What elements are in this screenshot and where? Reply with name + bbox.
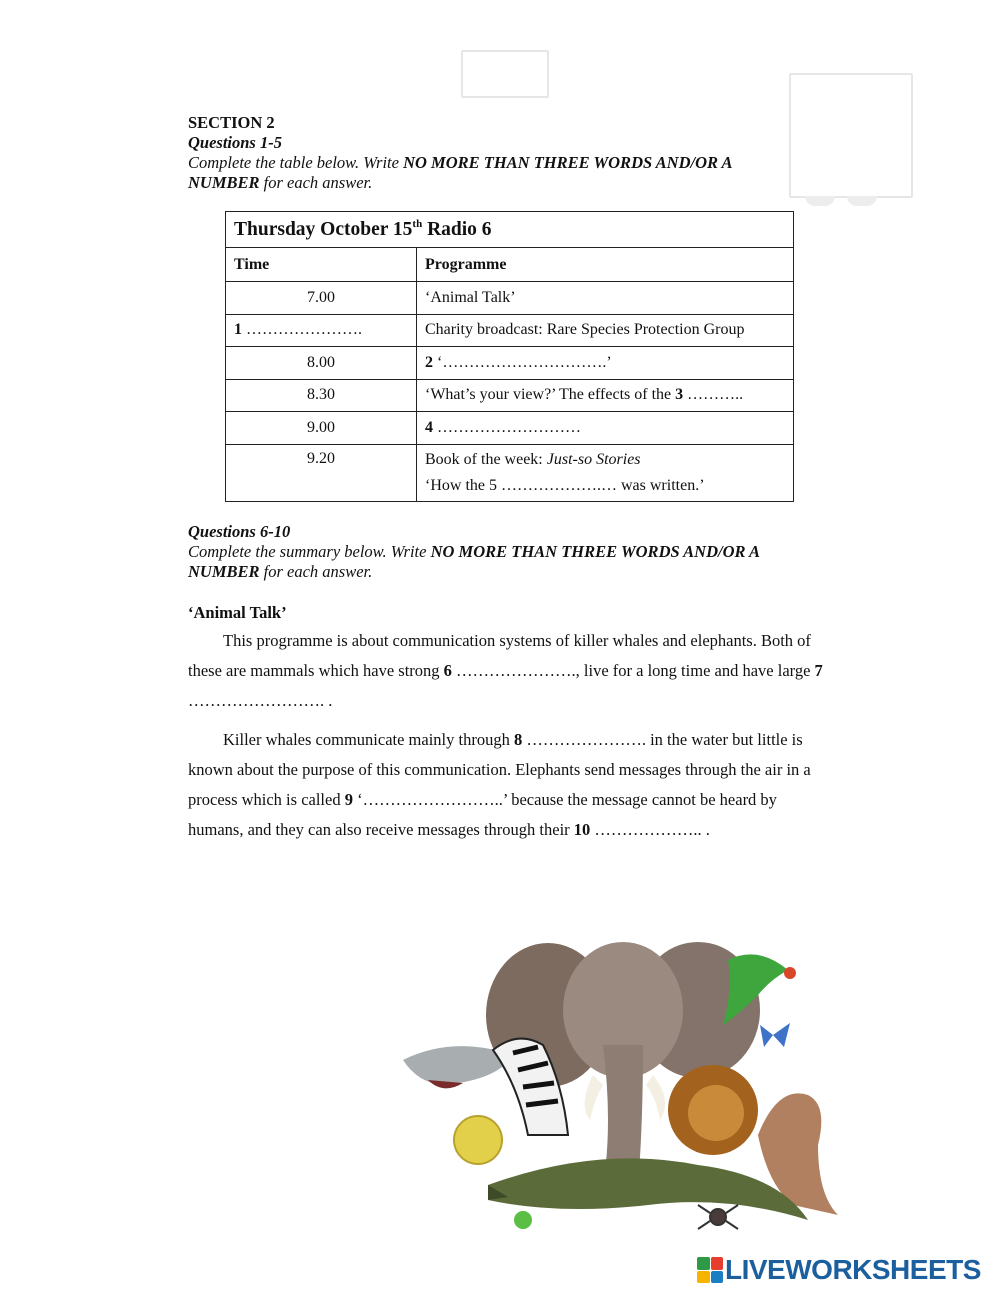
blank-8[interactable]: …………………. in the water but little is known about the purpose of this communication. Elephants send messages through the air in a process which is called bbox=[188, 730, 811, 809]
time-cell: 9.20 bbox=[226, 444, 417, 501]
blank-7[interactable]: ……………………. . bbox=[188, 691, 333, 710]
questions-6-10-instructions: Complete the summary below. Write NO MORE THAN THREE WORDS AND/OR A NUMBER for each answer. bbox=[188, 542, 760, 581]
table-caption: Thursday October 15th Radio 6 bbox=[226, 212, 794, 248]
table-row bbox=[226, 412, 794, 445]
summary-paragraph-1: This programme is about communication systems of killer whales and elephants. Both of these are mammals which have strong 6 …………………., live for a long time and have large 7 ……………………. . bbox=[188, 631, 823, 710]
time-cell: 7.00 bbox=[226, 282, 417, 315]
table-row bbox=[226, 347, 794, 380]
logo-square bbox=[697, 1257, 710, 1270]
programme-cell-blank-4[interactable]: 4 ……………………… bbox=[417, 412, 794, 445]
parrot-beak bbox=[784, 967, 796, 979]
programme-cell: ‘Animal Talk’ bbox=[417, 282, 794, 315]
crocodile bbox=[488, 1158, 808, 1220]
answer-box-shadow bbox=[805, 196, 877, 206]
pufferfish bbox=[454, 1116, 502, 1164]
blank-10[interactable]: ……………….. . bbox=[590, 820, 710, 839]
spider bbox=[698, 1205, 738, 1229]
animals-illustration bbox=[398, 935, 858, 1245]
liveworksheets-logo bbox=[697, 1256, 981, 1284]
time-cell-blank-1[interactable]: 1 …………………. bbox=[226, 314, 417, 347]
column-header-programme: Programme bbox=[417, 248, 794, 282]
programme-cell: Charity broadcast: Rare Species Protection Group bbox=[417, 314, 794, 347]
programme-cell-blank-3[interactable]: ‘What’s your view?’ The effects of the 3 ……….. bbox=[417, 379, 794, 412]
table-row bbox=[226, 444, 794, 501]
frog bbox=[514, 1211, 532, 1229]
time-cell: 8.00 bbox=[226, 347, 417, 380]
elephant-tusk-left bbox=[585, 1075, 603, 1120]
blank-6[interactable]: …………………., live for a long time and have large bbox=[451, 661, 815, 680]
logo-square bbox=[711, 1257, 724, 1270]
table-row bbox=[226, 314, 794, 347]
logo-square bbox=[711, 1271, 724, 1284]
butterfly bbox=[760, 1023, 790, 1047]
elephant-tusk-right bbox=[646, 1075, 665, 1120]
liveworksheets-logo-icon bbox=[697, 1257, 723, 1283]
radio-schedule-table bbox=[225, 211, 794, 502]
questions-6-10-title: Questions 6-10 bbox=[188, 522, 291, 541]
section-title: SECTION 2 bbox=[188, 113, 275, 132]
liveworksheets-logo-text: LIVEWORKSHEETS bbox=[725, 1254, 981, 1285]
table-row bbox=[226, 282, 794, 315]
summary-paragraph-2: Killer whales communicate mainly through 8 …………………. in the water but little is known about the purpose of this communication. Elephants send messages through the air in a process which is called 9 ‘……………………..’ because the message cannot be heard by humans, and they can also receive messages through their 10 ……………….. . bbox=[188, 730, 811, 839]
blank-9[interactable]: ‘……………………..’ because the message cannot be heard by humans, and they can also receive messages through their bbox=[188, 790, 777, 839]
lion-face bbox=[688, 1085, 744, 1141]
table-row bbox=[226, 379, 794, 412]
time-cell: 8.30 bbox=[226, 379, 417, 412]
logo-square bbox=[697, 1271, 710, 1284]
summary-title: ‘Animal Talk’ bbox=[188, 603, 287, 622]
programme-cell-blank-5[interactable]: Book of the week: Just-so Stories ‘How the 5 ……………….… was written.’ bbox=[417, 444, 794, 501]
questions-1-5-instructions: Complete the table below. Write NO MORE THAN THREE WORDS AND/OR A NUMBER for each answer. bbox=[188, 153, 732, 192]
time-cell: 9.00 bbox=[226, 412, 417, 445]
column-header-time: Time bbox=[226, 248, 417, 282]
answer-box-right[interactable] bbox=[789, 73, 913, 198]
programme-cell-blank-2[interactable]: 2 ‘………………………….’ bbox=[417, 347, 794, 380]
answer-box-top[interactable] bbox=[461, 50, 549, 98]
questions-1-5-title: Questions 1-5 bbox=[188, 133, 282, 152]
